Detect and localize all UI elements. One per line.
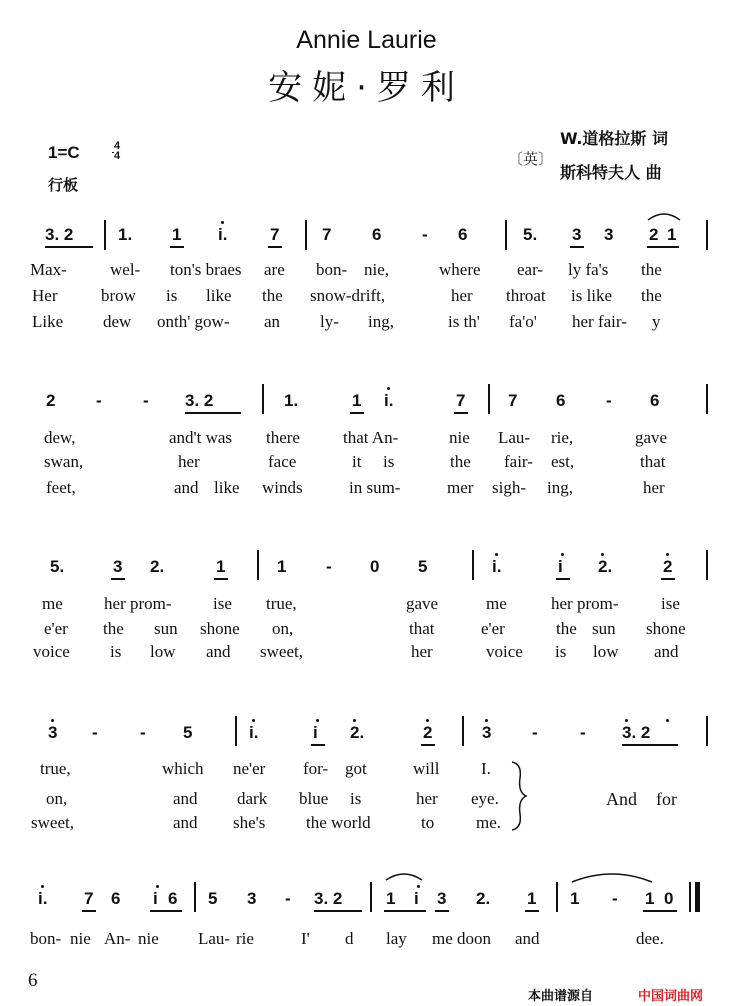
- note: 1: [386, 889, 396, 908]
- lyric: nie: [449, 428, 470, 447]
- note: 2.: [350, 723, 365, 742]
- note: 3: [604, 225, 614, 244]
- lyric: ton's braes: [170, 260, 242, 279]
- lyric: e'er: [481, 619, 505, 638]
- note: 6: [458, 225, 468, 244]
- note: i: [558, 557, 563, 576]
- lyric: the: [450, 452, 471, 471]
- barline: [556, 882, 558, 912]
- underline: [314, 910, 362, 912]
- lyric: where: [439, 260, 481, 279]
- lyric: winds: [262, 478, 303, 497]
- barline: [706, 716, 708, 746]
- octave-dot: [426, 719, 429, 722]
- underline: [622, 744, 678, 746]
- lyric: Like: [32, 312, 64, 331]
- lyric: an: [264, 312, 281, 331]
- note: 3: [113, 557, 123, 576]
- lyric: on,: [46, 789, 68, 808]
- underline: [185, 412, 241, 414]
- underline: [150, 910, 182, 912]
- note: 5.: [523, 225, 538, 244]
- lyric: fa'o': [509, 312, 537, 331]
- underline: [268, 246, 282, 248]
- lyric: her prom-: [551, 594, 619, 613]
- barline: [257, 550, 259, 580]
- underline: [661, 578, 675, 580]
- note: 1: [645, 889, 655, 908]
- lyric: sweet,: [31, 813, 74, 832]
- lyric: is: [555, 642, 567, 661]
- lyric: swan,: [44, 452, 84, 471]
- lyric: and: [654, 642, 679, 661]
- lyric: ly fa's: [568, 260, 609, 279]
- underline: [525, 910, 539, 912]
- lyric: bon-: [316, 260, 348, 279]
- underline: [214, 578, 228, 580]
- octave-dot: [417, 885, 420, 888]
- note: i.: [38, 889, 48, 908]
- barline: [505, 220, 507, 250]
- note: -: [612, 889, 618, 908]
- lyric: shone: [200, 619, 240, 638]
- lyric: shone: [646, 619, 686, 638]
- note: 6: [372, 225, 382, 244]
- lyric: dark: [237, 789, 268, 808]
- octave-dot: [666, 553, 669, 556]
- note: 2: [423, 723, 433, 742]
- octave-dot: [51, 719, 54, 722]
- lyric: her: [643, 478, 665, 497]
- note: 2.: [598, 557, 613, 576]
- time-sig-line: [112, 152, 114, 153]
- lyric: sigh-: [492, 478, 526, 497]
- note: 7: [322, 225, 332, 244]
- underline: [570, 246, 584, 248]
- lyric: her fair-: [572, 312, 627, 331]
- lyric: like: [214, 478, 240, 497]
- lyric: Lau-: [198, 929, 231, 948]
- lyric: dee.: [636, 929, 664, 948]
- lyric: the: [262, 286, 283, 305]
- lyric: which: [162, 759, 204, 778]
- underline: [111, 578, 125, 580]
- note: 2: [46, 391, 56, 410]
- note: -: [532, 723, 538, 742]
- lyric: nie: [70, 929, 91, 948]
- lyric: lay: [386, 929, 407, 948]
- composer-credit: 斯科特夫人 曲: [560, 163, 662, 182]
- note: 3. 2: [314, 889, 343, 908]
- note: i: [153, 889, 158, 908]
- lyric: e'er: [44, 619, 68, 638]
- lyric: there: [266, 428, 300, 447]
- lyric: I': [301, 929, 310, 948]
- tie-icon: [570, 866, 654, 884]
- lyric: and: [173, 789, 198, 808]
- lyric: And: [606, 789, 637, 809]
- lyric: that: [409, 619, 435, 638]
- note: 5: [208, 889, 218, 908]
- lyric: the: [641, 260, 662, 279]
- lyric: onth' gow-: [157, 312, 230, 331]
- note: -: [326, 557, 332, 576]
- lyric: her: [178, 452, 200, 471]
- lyric: like: [206, 286, 232, 305]
- tempo-marking: 行板: [48, 176, 79, 194]
- note: 5.: [50, 557, 65, 576]
- lyric: she's: [233, 813, 266, 832]
- lyric: her: [411, 642, 433, 661]
- lyric: her prom-: [104, 594, 172, 613]
- barline: [462, 716, 464, 746]
- lyric: me doon: [432, 929, 492, 948]
- lyric: blue: [299, 789, 329, 808]
- note: 1: [352, 391, 362, 410]
- lyric: true,: [40, 759, 71, 778]
- note: i.: [218, 225, 228, 244]
- note: 3: [437, 889, 447, 908]
- note: 3. 2: [622, 723, 651, 742]
- lyric: rie,: [551, 428, 574, 447]
- lyric: brow: [101, 286, 136, 305]
- lyric: ear-: [517, 260, 544, 279]
- slur-icon: [646, 208, 682, 222]
- footer-site-name[interactable]: 中国词曲网: [638, 989, 704, 1004]
- lyric: ing,: [547, 478, 573, 497]
- note: 2: [663, 557, 673, 576]
- note: i: [414, 889, 419, 908]
- barline: [706, 550, 708, 580]
- octave-dot: [353, 719, 356, 722]
- octave-dot: [625, 719, 628, 722]
- lyric: voice: [486, 642, 523, 661]
- underline: [647, 246, 679, 248]
- lyric: face: [268, 452, 297, 471]
- lyric: ly-: [320, 312, 339, 331]
- lyric: for: [656, 789, 677, 809]
- lyric: sun: [592, 619, 616, 638]
- lyric: ise: [661, 594, 680, 613]
- note: 3: [572, 225, 582, 244]
- footer-source-label: 本曲谱源自: [528, 989, 594, 1004]
- underline: [421, 744, 435, 746]
- octave-dot: [387, 387, 390, 390]
- lyric: are: [264, 260, 285, 279]
- note: i.: [249, 723, 259, 742]
- lyric: dew: [103, 312, 132, 331]
- lyric: sweet,: [260, 642, 303, 661]
- lyric: low: [150, 642, 176, 661]
- note: 0: [664, 889, 674, 908]
- note: 6: [650, 391, 660, 410]
- note: 2.: [476, 889, 491, 908]
- lyric: and: [173, 813, 198, 832]
- barline: [488, 384, 490, 414]
- lyric: will: [413, 759, 440, 778]
- lyric: Her: [32, 286, 58, 305]
- note: -: [285, 889, 291, 908]
- underline: [454, 412, 468, 414]
- barline: [305, 220, 307, 250]
- note: 5: [418, 557, 428, 576]
- note: 1.: [118, 225, 133, 244]
- lyric: Lau-: [498, 428, 531, 447]
- octave-dot: [41, 885, 44, 888]
- octave-dot: [495, 553, 498, 556]
- barline: [370, 882, 372, 912]
- lyric: and: [174, 478, 199, 497]
- lyric: gave: [635, 428, 668, 447]
- lyric: y: [652, 312, 661, 331]
- underline: [82, 910, 96, 912]
- note: 7: [508, 391, 518, 410]
- lyric: is: [350, 789, 362, 808]
- note: 2: [649, 225, 659, 244]
- lyric: me.: [476, 813, 502, 832]
- note: 6: [111, 889, 121, 908]
- lyric: gave: [406, 594, 439, 613]
- time-signature: [112, 141, 122, 161]
- note: 1: [570, 889, 580, 908]
- final-barline: [695, 882, 700, 912]
- underline: [643, 910, 677, 912]
- lyric: her: [416, 789, 438, 808]
- note: 2.: [150, 557, 165, 576]
- title-english: Annie Laurie: [296, 26, 437, 54]
- title-chinese: 安妮·罗利: [268, 68, 465, 108]
- note: 5: [183, 723, 193, 742]
- lyric: on,: [272, 619, 294, 638]
- note: 3: [482, 723, 492, 742]
- time-sig-bottom: 4: [113, 150, 121, 162]
- tie-icon: [384, 868, 424, 882]
- note: 1.: [284, 391, 299, 410]
- note: 6: [168, 889, 178, 908]
- octave-dot: [252, 719, 255, 722]
- lyric: nie: [138, 929, 159, 948]
- barline: [194, 882, 196, 912]
- lyric: fair-: [504, 452, 533, 471]
- underline: [170, 246, 184, 248]
- lyric: sun: [154, 619, 178, 638]
- note: -: [92, 723, 98, 742]
- lyric: and't was: [169, 428, 233, 447]
- origin: 〔英〕: [508, 150, 554, 168]
- octave-dot: [485, 719, 488, 722]
- barline: [706, 384, 708, 414]
- lyric: throat: [506, 286, 546, 305]
- underline: [45, 246, 93, 248]
- lyric: is: [383, 452, 395, 471]
- lyric: the world: [306, 813, 371, 832]
- note: 6: [556, 391, 566, 410]
- note: 1: [527, 889, 537, 908]
- note: -: [140, 723, 146, 742]
- lyric: is: [110, 642, 122, 661]
- underline: [435, 910, 449, 912]
- note: 3. 2: [185, 391, 214, 410]
- lyric: in sum-: [349, 478, 401, 497]
- barline: [472, 550, 474, 580]
- octave-dot: [156, 885, 159, 888]
- lyric: rie: [236, 929, 254, 948]
- lyric: her: [451, 286, 473, 305]
- lyricist-credit: W.道格拉斯 词: [560, 129, 668, 148]
- lyric: mer: [447, 478, 474, 497]
- time-sig-top: 4: [113, 140, 121, 152]
- note: -: [422, 225, 428, 244]
- note: 7: [270, 225, 280, 244]
- page-number: 6: [28, 970, 38, 991]
- barline: [104, 220, 106, 250]
- note: -: [143, 391, 149, 410]
- lyric: and: [515, 929, 540, 948]
- lyric: true,: [266, 594, 297, 613]
- lyric: ing,: [368, 312, 394, 331]
- lyric: for-: [303, 759, 329, 778]
- note: 1: [216, 557, 226, 576]
- lyric: wel-: [110, 260, 141, 279]
- brace-icon: [508, 760, 532, 832]
- octave-dot: [221, 221, 224, 224]
- lyric: ne'er: [233, 759, 266, 778]
- lyric: An-: [104, 929, 131, 948]
- note: -: [580, 723, 586, 742]
- note: -: [96, 391, 102, 410]
- lyric: is: [166, 286, 178, 305]
- barline: [706, 220, 708, 250]
- lyric: and: [206, 642, 231, 661]
- note: 7: [456, 391, 466, 410]
- lyric: that: [640, 452, 666, 471]
- lyric: that An-: [343, 428, 399, 447]
- note: 1: [277, 557, 287, 576]
- lyric: is like: [571, 286, 613, 305]
- underline: [384, 910, 426, 912]
- note: i.: [492, 557, 502, 576]
- lyric: nie,: [364, 260, 390, 279]
- lyric: it: [352, 452, 362, 471]
- lyric: ise: [213, 594, 232, 613]
- note: 7: [84, 889, 94, 908]
- underline: [311, 744, 325, 746]
- barline: [235, 716, 237, 746]
- lyric: low: [593, 642, 619, 661]
- note: 1: [667, 225, 677, 244]
- lyric: is th': [448, 312, 480, 331]
- octave-dot: [666, 719, 669, 722]
- note: 0: [370, 557, 380, 576]
- lyric: snow-drift,: [310, 286, 386, 305]
- lyric: me: [42, 594, 63, 613]
- lyric: I.: [481, 759, 491, 778]
- underline: [556, 578, 570, 580]
- note: 3: [48, 723, 58, 742]
- lyric: bon-: [30, 929, 62, 948]
- octave-dot: [316, 719, 319, 722]
- lyric: dew,: [44, 428, 76, 447]
- lyric: me: [486, 594, 507, 613]
- lyric: to: [421, 813, 435, 832]
- note: 1: [172, 225, 182, 244]
- barline: [262, 384, 264, 414]
- lyric: got: [345, 759, 367, 778]
- underline: [350, 412, 364, 414]
- note: 3. 2: [45, 225, 74, 244]
- lyric: feet,: [46, 478, 76, 497]
- lyric: the: [641, 286, 662, 305]
- note: i: [313, 723, 318, 742]
- note: i.: [384, 391, 394, 410]
- lyric: d: [345, 929, 354, 948]
- octave-dot: [561, 553, 564, 556]
- lyric: eye.: [471, 789, 499, 808]
- note: 3: [247, 889, 257, 908]
- lyric: the: [103, 619, 124, 638]
- lyric: the: [556, 619, 577, 638]
- lyric: voice: [33, 642, 70, 661]
- note: -: [606, 391, 612, 410]
- key-signature: 1=C: [48, 143, 80, 162]
- lyric: Max-: [30, 260, 67, 279]
- barline: [689, 882, 691, 912]
- octave-dot: [601, 553, 604, 556]
- lyric: est,: [551, 452, 575, 471]
